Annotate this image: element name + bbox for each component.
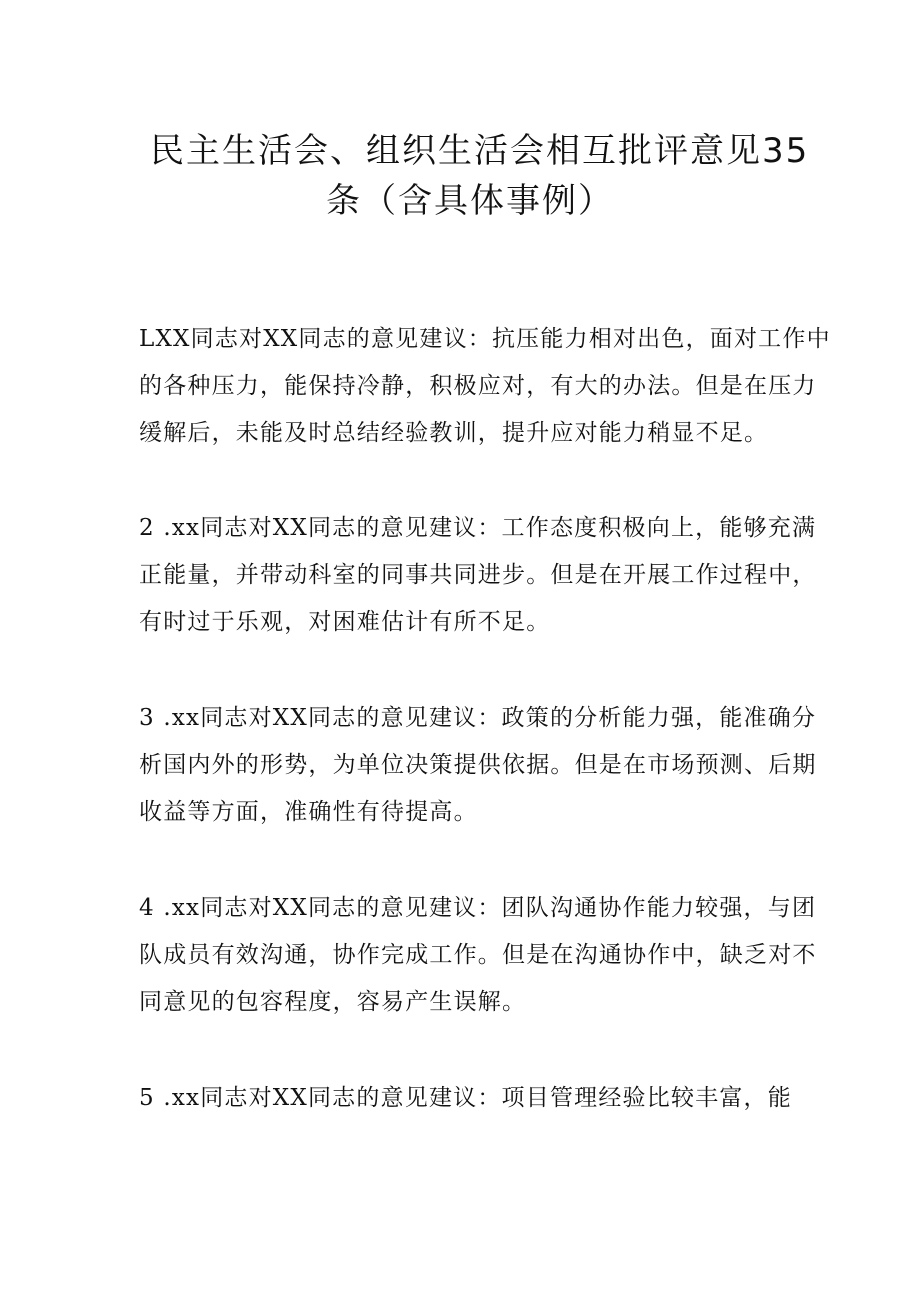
- paragraph-line: 4 .xx同志对XX同志的意见建议：团队沟通协作能力较强，与团: [139, 895, 817, 921]
- paragraph-line: LXX同志对XX同志的意见建议：抗压能力相对出色，面对工作中: [139, 326, 831, 352]
- paragraph-line: 3 .xx同志对XX同志的意见建议：政策的分析能力强，能准确分: [139, 705, 817, 731]
- paragraph-line: 正能量，并带动科室的同事共同进步。但是在开展工作过程中，: [139, 562, 817, 588]
- paragraph-5: [139, 1075, 799, 1122]
- paragraph-line: 队成员有效沟通，协作完成工作。但是在沟通协作中，缺乏对不: [139, 942, 817, 968]
- document-title: [150, 126, 810, 226]
- paragraph-4: [139, 885, 817, 1026]
- paragraph-line: 析国内外的形势，为单位决策提供依据。但是在市场预测、后期: [139, 752, 817, 778]
- paragraph-line: 的各种压力，能保持冷静，积极应对，有大的办法。但是在压力: [139, 373, 817, 399]
- paragraph-line: 缓解后，未能及时总结经验教训，提升应对能力稍显不足。: [139, 420, 769, 446]
- paragraph-2: [139, 505, 817, 646]
- paragraph-line: 收益等方面，准确性有待提高。: [139, 799, 478, 825]
- paragraph-1: [139, 316, 831, 457]
- paragraph-line: 2 .xx同志对XX同志的意见建议：工作态度积极向上，能够充满: [139, 515, 817, 541]
- title-line-1: 民主生活会、组织生活会相互批评意见35: [150, 131, 810, 171]
- paragraph-3: [139, 695, 817, 836]
- paragraph-line: 同意见的包容程度，容易产生误解。: [139, 989, 527, 1015]
- paragraph-line: 5 .xx同志对XX同志的意见建议：项目管理经验比较丰富，能: [139, 1085, 792, 1111]
- paragraph-line: 有时过于乐观，对困难估计有所不足。: [139, 609, 551, 635]
- title-line-2: 条（含具体事例）: [326, 181, 614, 221]
